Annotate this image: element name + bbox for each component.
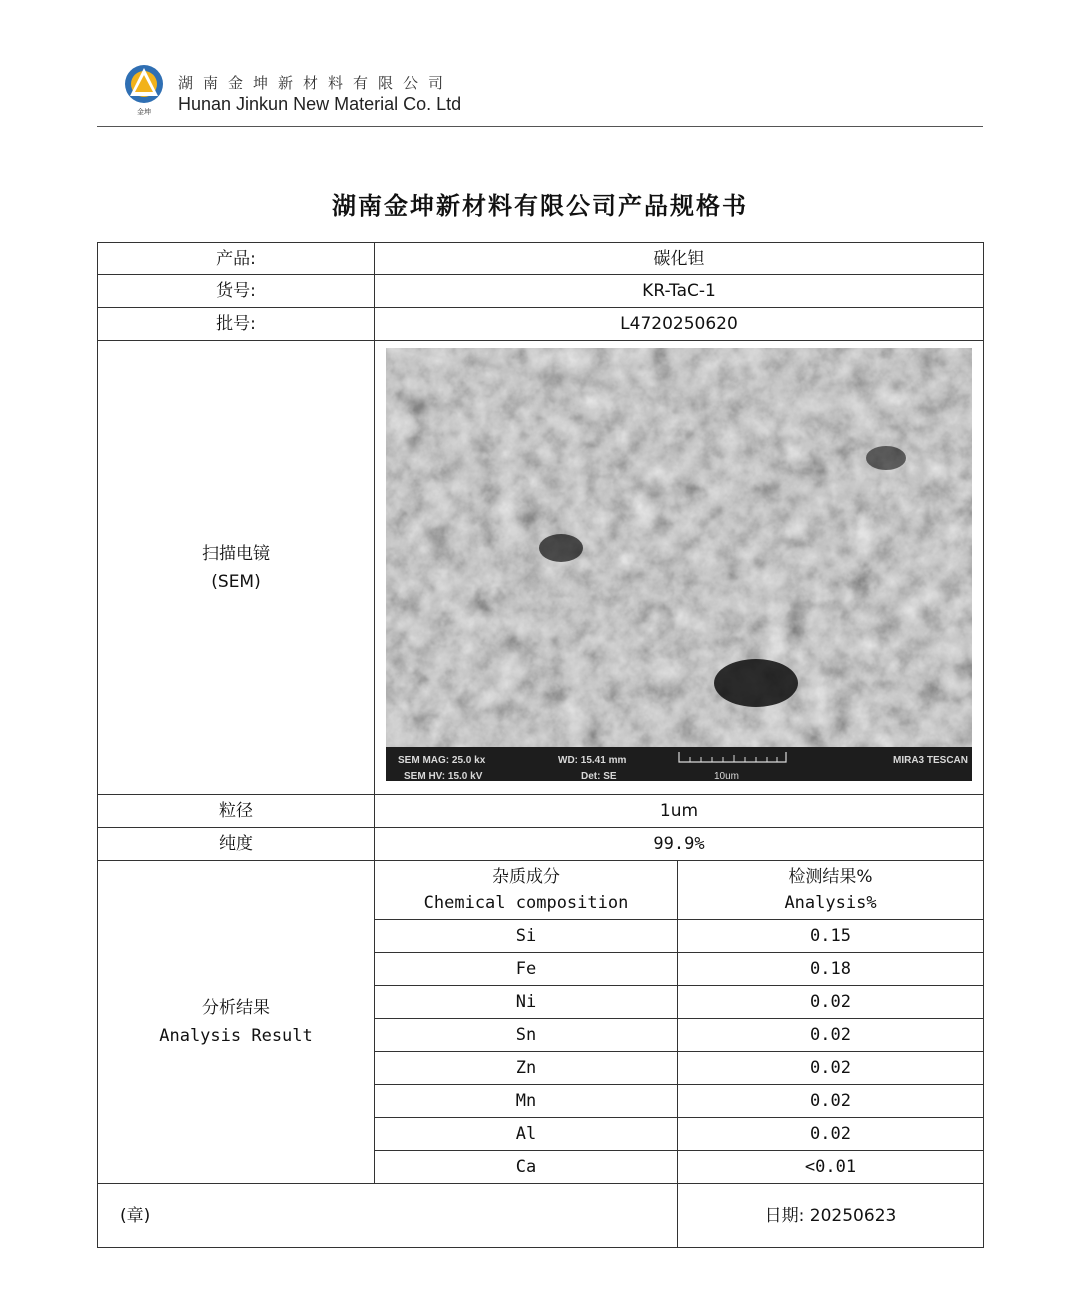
analysis-label-cn: 分析结果	[202, 998, 270, 1018]
value-cell: 0.02	[678, 1052, 984, 1085]
date-cell	[678, 1184, 984, 1248]
date-label: 日期:	[764, 1205, 805, 1226]
result-header-en: Analysis%	[784, 893, 877, 913]
product-label: 产品:	[98, 243, 375, 275]
purity-label: 纯度	[98, 828, 375, 861]
company-name-cn: 湖南金坤新材料有限公司	[178, 74, 454, 92]
value-cell: 0.18	[678, 953, 984, 986]
sem-label-en: (SEM)	[211, 571, 261, 592]
element-cell: Sn	[375, 1019, 678, 1052]
value-cell: 0.15	[678, 920, 984, 953]
sem-hv: SEM HV: 15.0 kV	[404, 770, 483, 781]
document-title: 湖南金坤新材料有限公司产品规格书	[332, 191, 748, 220]
result-header-cn: 检测结果%	[788, 867, 873, 887]
element-cell: Al	[375, 1118, 678, 1151]
company-name-en: Hunan Jinkun New Material Co. Ltd	[178, 94, 462, 114]
item-no-value: KR-TaC-1	[375, 275, 984, 308]
composition-header-en: Chemical composition	[423, 893, 629, 913]
element-cell: Si	[375, 920, 678, 953]
table-row	[98, 1184, 984, 1248]
particle-size-label: 粒径	[98, 795, 375, 828]
analysis-label-en: Analysis Result	[159, 1026, 313, 1046]
analysis-label	[98, 861, 375, 1184]
sem-image	[386, 348, 972, 781]
particle-size-value: 1um	[375, 795, 984, 828]
seal-cell: (章)	[98, 1184, 678, 1248]
value-cell: 0.02	[678, 1118, 984, 1151]
sem-info-bar	[386, 747, 972, 781]
composition-header-cn: 杂质成分	[492, 867, 560, 887]
header-divider	[97, 126, 983, 127]
scale-bar-icon	[678, 750, 788, 764]
sem-wd: WD: 15.41 mm	[558, 754, 627, 766]
sem-instrument: MIRA3 TESCAN	[892, 754, 968, 766]
sem-label-cn: 扫描电镜	[202, 543, 270, 564]
table-row	[98, 341, 984, 795]
table-row	[98, 275, 984, 308]
value-cell: <0.01	[678, 1151, 984, 1184]
sem-det: Det: SE	[581, 770, 617, 781]
batch-label: 批号:	[98, 308, 375, 341]
element-cell: Ni	[375, 986, 678, 1019]
value-cell: 0.02	[678, 1019, 984, 1052]
result-header	[678, 861, 984, 920]
value-cell: 0.02	[678, 986, 984, 1019]
element-cell: Mn	[375, 1085, 678, 1118]
element-cell: Fe	[375, 953, 678, 986]
company-logo	[122, 62, 168, 118]
product-value: 碳化钽	[375, 243, 984, 275]
table-row	[98, 861, 984, 920]
logo-text: 金坤	[137, 108, 151, 116]
table-row	[98, 243, 984, 275]
element-cell: Ca	[375, 1151, 678, 1184]
sem-micrograph	[386, 348, 972, 781]
table-row	[98, 308, 984, 341]
table-row	[98, 795, 984, 828]
purity-value: 99.9%	[375, 828, 984, 861]
value-cell: 0.02	[678, 1085, 984, 1118]
element-cell: Zn	[375, 1052, 678, 1085]
sem-cell	[375, 341, 984, 795]
date-value: 20250623	[809, 1205, 897, 1226]
table-row	[98, 828, 984, 861]
item-no-label: 货号:	[98, 275, 375, 308]
sem-scale-label: 10um	[714, 770, 740, 781]
composition-header	[375, 861, 678, 920]
sem-mag: SEM MAG: 25.0 kx	[398, 754, 486, 766]
company-header	[122, 62, 522, 122]
sem-label	[98, 341, 375, 795]
batch-value: L4720250620	[375, 308, 984, 341]
spec-table	[97, 242, 984, 1248]
